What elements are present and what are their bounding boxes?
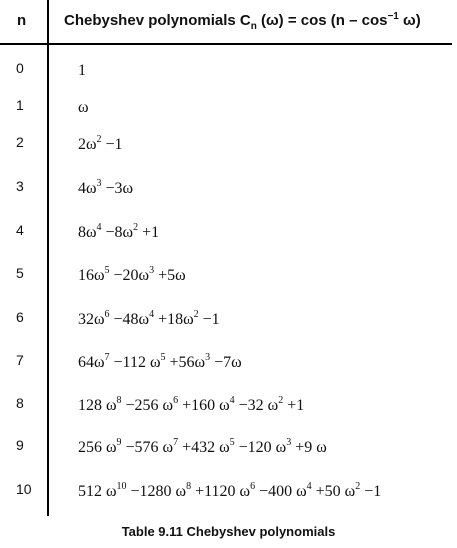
column-divider: [47, 0, 49, 516]
row-poly-10: 512 $\omega^{10} -1280$ $\omega^8 +1120$ $\omega^6 -400$ $\omega^4 +50$ $\omega^2 -1$: [78, 481, 382, 500]
header-title: [64, 11, 421, 32]
row-n-8: 8: [16, 395, 24, 411]
row-poly-7: $64\omega^7 -112$ $\omega^5 +56\omega^3 -7\omega$: [78, 352, 242, 371]
row-n-0: 0: [16, 60, 24, 76]
row-poly-4: $8\omega^4 -8\omega^2 +1$: [78, 222, 160, 241]
header-title-main: Chebyshev polynomials C: [64, 12, 251, 29]
row-n-4: 4: [16, 222, 24, 238]
row-poly-3: $4\omega^3 -3\omega$: [78, 178, 134, 197]
header-title-sub: n: [250, 21, 257, 32]
row-n-6: 6: [16, 309, 24, 325]
row-poly-5: $16\omega^5 -20\omega^3 +5\omega$: [78, 265, 186, 284]
row-poly-2: $2\omega^2 -1$: [78, 134, 123, 153]
header-divider: [0, 43, 452, 45]
row-poly-6: $32\omega^6 -48\omega^4 +18\omega^2 -1$: [78, 309, 220, 328]
header-title-sup: −1: [387, 11, 399, 22]
header-title-end: ω): [398, 12, 421, 29]
row-poly-1: ω: [78, 99, 89, 116]
row-n-10: 10: [16, 481, 32, 497]
row-n-3: 3: [16, 178, 24, 194]
row-poly-0: 1: [78, 62, 86, 79]
row-n-1: 1: [16, 97, 24, 113]
row-n-7: 7: [16, 352, 24, 368]
table-caption: Table 9.11 Chebyshev polynomials: [121, 524, 336, 539]
header-title-eq: (ω) = cos (n – cos: [256, 12, 388, 29]
row-poly-8: 128 $\omega^8 -256$ $\omega^6 +160$ $\omega^4 -32$ $\omega^2 +1$: [78, 395, 305, 414]
row-n-5: 5: [16, 265, 24, 281]
row-poly-9: 256 $\omega^9 -576$ $\omega^7 +432$ $\omega^5 -120$ $\omega^3 +9$ ω: [78, 437, 327, 456]
row-n-9: 9: [16, 437, 24, 453]
row-n-2: 2: [16, 134, 24, 150]
header-n: n: [17, 12, 27, 29]
